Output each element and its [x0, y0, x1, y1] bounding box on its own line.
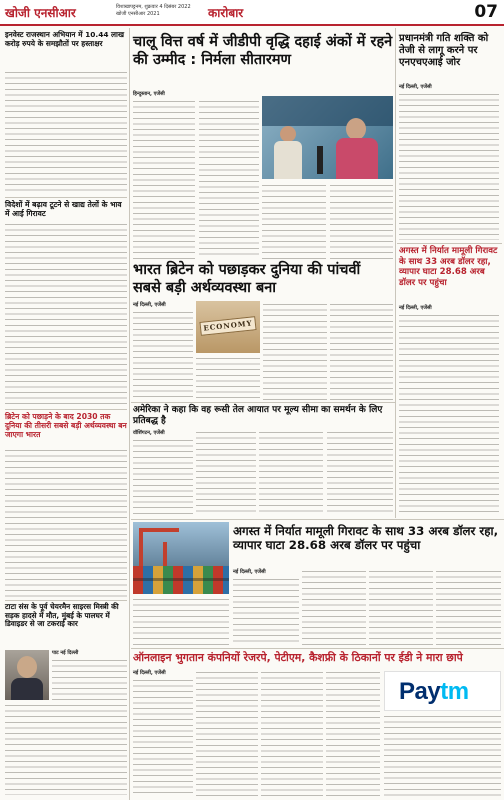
story-byline: वॉशिंगटन, एजेंसी [133, 430, 165, 436]
online-payment-headline: ऑनलाइन भुगतान कंपनियों रेजरपे, पेटीएम, कैशफ्री के ठिकानों पर ईडी ने मारा छापे [133, 651, 463, 664]
paytm-logo-box [384, 671, 501, 711]
page-number: 07 [474, 2, 498, 22]
second-headline: भारत ब्रिटेन को पछाड़कर दुनिया की पांचवीं सबसे बड़ी अर्थव्यवस्था बना [133, 262, 361, 296]
economy-blocks-caption: ECONOMY [199, 316, 256, 336]
article-text [196, 356, 260, 400]
section-title: कारोबार [208, 6, 244, 20]
port-photo [133, 522, 229, 594]
article-text [5, 222, 127, 407]
story-byline: नई दिल्ली, एजेंसी [133, 670, 166, 676]
america-headline: अमेरिका ने कहा कि वह रूसी तेल आयात पर मूल्य सीमा का समर्थन के लिए प्रतिबद्ध है [133, 405, 383, 426]
story-byline: पाट नई दिल्ली [52, 650, 79, 656]
article-text [199, 99, 259, 159]
divider [5, 197, 127, 198]
story-headline: टाटा संस के पूर्व चेयरमैन साइरस मिस्त्री की सड़क हादसे में मौत, मुंबई के पालघर में डिवाइडर से जा टकराई कार [5, 602, 119, 629]
article-text [262, 183, 326, 259]
divider [397, 243, 502, 244]
article-text [330, 302, 393, 400]
article-text [259, 430, 323, 516]
lead-headline: चालू वित्त वर्ष में जीडीपी वृद्धि दहाई अंकों में रहने की उम्मीद : निर्मला सीतारमण [133, 34, 393, 68]
story-byline: हिन्दुस्तान, एजेंसी [133, 91, 165, 97]
story-headline: ब्रिटेन को पछाड़ने के बाद 2030 तक दुनिया की तीसरी सबसे बड़ी अर्थव्यवस्था बन जाएगा भारत [5, 412, 127, 439]
article-text [399, 313, 499, 516]
article-text [133, 99, 195, 259]
article-text [302, 569, 366, 645]
trade-headline-big: अगस्त में निर्यात मामूली गिरावट के साथ 33 अरब डॉलर रहा, व्यापार घाटा 28.68 अरब डॉलर पर पहुंचा [233, 524, 499, 553]
story-byline: नई दिल्ली, एजेंसी [133, 302, 166, 308]
divider [131, 402, 395, 403]
divider [5, 600, 127, 601]
article-text [5, 448, 127, 598]
article-text [5, 70, 127, 195]
article-text [261, 670, 323, 796]
story-headline: इनवेस्ट राजस्थान अभियान में 10.44 लाख करोड़ रुपये के समझौतों पर हस्ताक्षर [5, 30, 125, 48]
divider [131, 648, 504, 649]
economy-photo [196, 301, 260, 353]
article-text [5, 703, 127, 795]
pm-gatishakti-headline: प्रधानमंत्री गति शक्ति को तेजी से लागू करने पर एनएचएआई जोर [399, 33, 489, 68]
article-text [330, 183, 393, 259]
article-text [436, 569, 501, 645]
story-byline: नई दिल्ली, एजेंसी [233, 569, 266, 575]
article-text [52, 658, 127, 700]
date-line: विशाखापट्टनम, शुक्रवार 4 दिसंबर 2022 खोजी एनसीआर 2021 [116, 4, 191, 17]
column-divider [395, 28, 396, 518]
article-text [133, 310, 193, 400]
article-text [133, 597, 229, 645]
trade-headline: अगस्त में निर्यात मामूली गिरावट के साथ 33 अरब डॉलर रहा, व्यापार घाटा 28.68 अरब डॉलर पर पहुंचा [399, 246, 498, 288]
story-headline: विदेशों में बढ़ाव टूटने से खाद्य तेलों के भाव में आई गिरावट [5, 200, 122, 218]
article-text [369, 569, 433, 645]
article-text [196, 430, 256, 516]
story-byline: नई दिल्ली, एजेंसी [399, 84, 432, 90]
article-text [196, 670, 258, 796]
story-byline: नई दिल्ली, एजेंसी [399, 305, 432, 311]
newspaper-logo: खोजी एनसीआर [5, 6, 76, 20]
article-text [327, 430, 393, 516]
mistry-photo [5, 650, 49, 700]
article-text [384, 714, 501, 796]
article-text [233, 577, 299, 645]
masthead [0, 0, 504, 26]
paytm-logo: Paytm [399, 678, 469, 705]
article-text [326, 670, 380, 796]
article-text [199, 162, 259, 259]
column-divider [129, 28, 130, 800]
sitharaman-photo [262, 96, 393, 179]
article-text [133, 678, 193, 796]
article-text [133, 438, 193, 516]
divider [5, 409, 127, 410]
article-text [263, 302, 327, 400]
article-text [399, 92, 499, 240]
divider [131, 519, 504, 520]
